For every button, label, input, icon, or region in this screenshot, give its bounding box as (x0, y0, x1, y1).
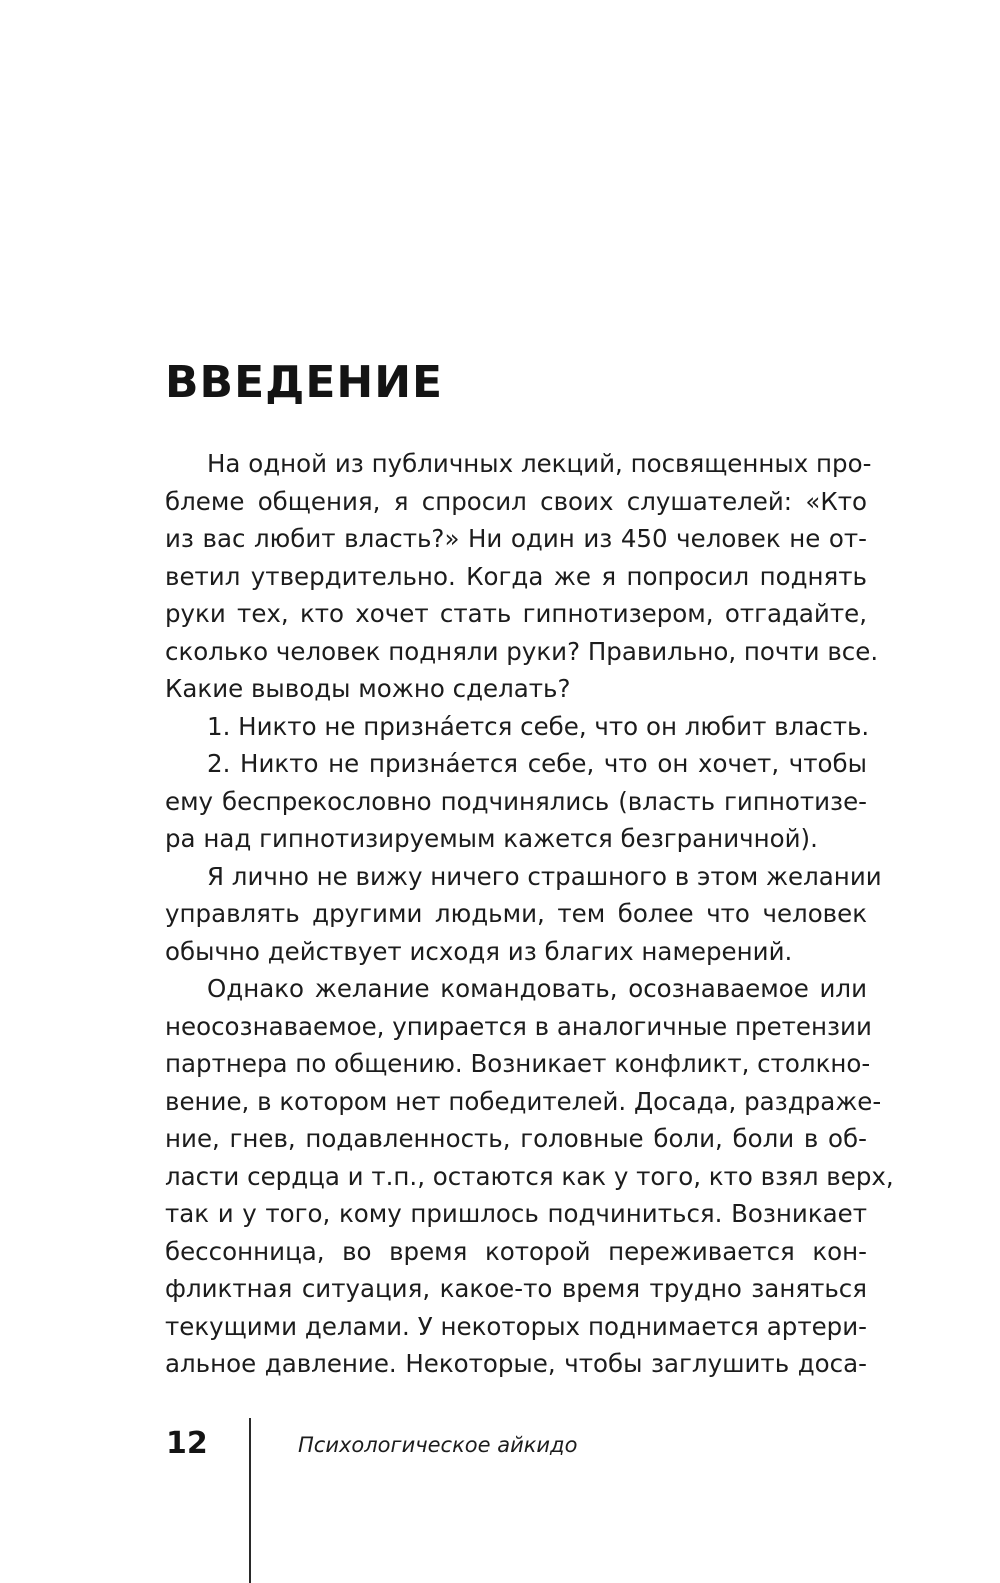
list-item: 1. Никто не признáется себе, что он любит власть. (207, 711, 870, 741)
text-line: так и у того, кому пришлось подчиниться. Возникает (165, 1199, 867, 1228)
text-line: неосознаваемое, упирается в аналогичные претензии (165, 1011, 872, 1041)
running-footer-title: Психологическое айкидо (298, 1433, 578, 1457)
text-line: альное давление. Некоторые, чтобы заглушить доса- (165, 1349, 867, 1378)
text-line: управлять другими людьми, тем более что человек (165, 899, 867, 928)
text-line: На одной из публичных лекций, посвященных про- (207, 449, 872, 478)
text-line: Однако желание командовать, осознаваемое или (207, 974, 867, 1003)
text-line: блеме общения, я спросил своих слушателей: «Кто (165, 486, 867, 516)
text-line: фликтная ситуация, какое-то время трудно заняться (165, 1274, 867, 1303)
text-line: Я лично не вижу ничего страшного в этом желании (207, 861, 882, 891)
list-item: 2. Никто не признáется себе, что он хочет, чтобы (207, 749, 867, 778)
text-line: ему беспрекословно подчинялись (власть гипнотизе- (165, 786, 867, 816)
text-line: сколько человек подняли руки? Правильно, почти все. (165, 636, 879, 666)
text-line: партнера по общению. Возникает конфликт, столкно- (165, 1049, 871, 1078)
text-line: ние, гнев, подавленность, головные боли, боли в об- (165, 1124, 867, 1153)
text-line: вение, в котором нет победителей. Досада, раздраже- (165, 1086, 882, 1116)
chapter-title: ВВЕДЕНИЕ (165, 357, 444, 408)
text-line: ветил утвердительно. Когда же я попросил поднять (165, 561, 867, 591)
text-line: руки тех, кто хочет стать гипнотизером, отгадайте, (165, 599, 867, 628)
body-text (165, 445, 894, 1383)
text-line: из вас любит власть?» Ни один из 450 человек не от- (165, 524, 867, 553)
text-line: бессонница, во время которой переживается кон- (165, 1236, 867, 1266)
page-number: 12 (166, 1426, 208, 1461)
footer-divider (249, 1418, 251, 1583)
text-line: Какие выводы можно сделать? (165, 674, 571, 703)
text-line: ра над гипнотизируемым кажется безграничной). (165, 824, 818, 853)
text-line: обычно действует исходя из благих намерений. (165, 936, 793, 966)
text-line: текущими делами. У некоторых поднимается артери- (165, 1311, 867, 1341)
text-line: ласти сердца и т.п., остаются как у того, кто взял верх, (165, 1161, 894, 1191)
